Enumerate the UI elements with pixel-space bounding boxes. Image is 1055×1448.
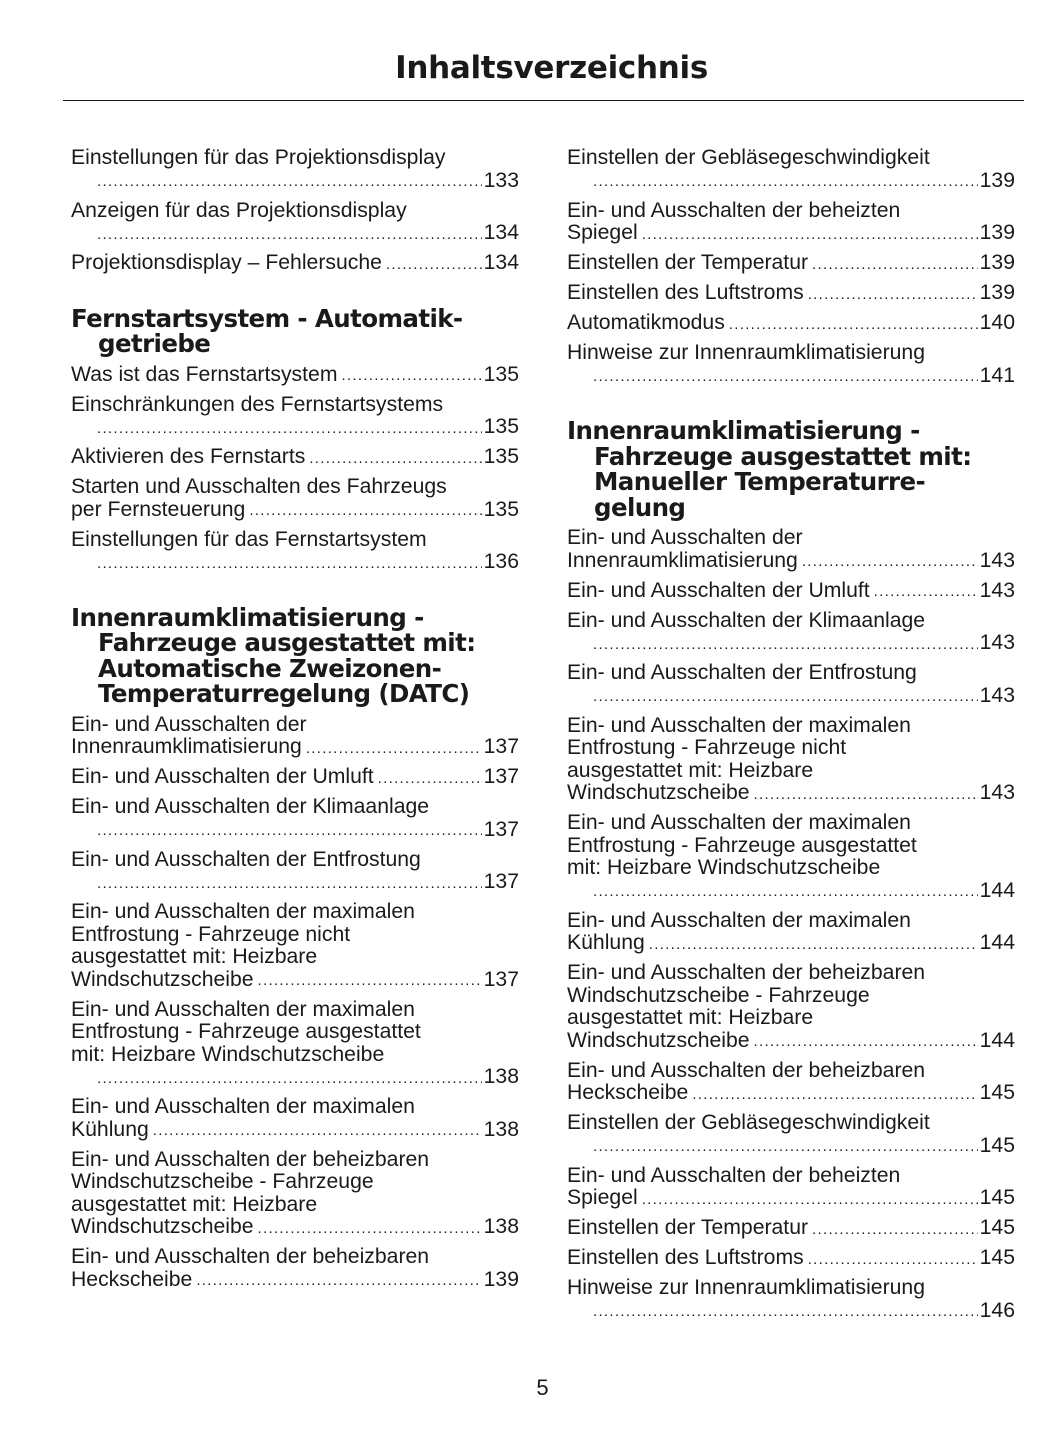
toc-page-number: 145: [979, 1081, 1015, 1104]
toc-entry-row: [93, 1066, 519, 1089]
toc-page-number: 146: [979, 1298, 1015, 1322]
section-heading: Innenraumklimatisierung - Fahrzeuge ausgestattet mit: Automatische Zweizonen-Temperaturregelung (DATC): [71, 602, 476, 708]
toc-entry[interactable]: [71, 147, 519, 192]
dot-leader: [386, 255, 482, 275]
toc-entry-row: [567, 1246, 1015, 1270]
toc-entry-text: Einstellungen für das Projektionsdisplay: [71, 146, 446, 169]
toc-entry-row: [93, 819, 519, 842]
toc-entry[interactable]: [71, 529, 519, 574]
toc-entry-row: [71, 765, 519, 789]
toc-page-number: 139: [979, 251, 1015, 274]
toc-entry-row: [589, 365, 1015, 388]
dot-leader: [642, 225, 978, 245]
toc-entry-text: Ein- und Ausschalten der maximalen: [567, 713, 911, 737]
toc-entry[interactable]: [567, 1165, 1015, 1210]
toc-entry[interactable]: [567, 312, 1015, 335]
toc-entry-row: [567, 311, 1015, 335]
toc-entry-text: ausgestattet mit: Heizbare: [71, 945, 318, 968]
dot-leader: [812, 1220, 978, 1240]
toc-page-number: 145: [979, 1133, 1015, 1157]
toc-entry[interactable]: [567, 282, 1015, 305]
toc-entry-text: Einstellungen für das Fernstartsystem: [71, 527, 427, 551]
dot-leader: [808, 1250, 978, 1270]
toc-entry-text: Kühlung: [567, 931, 645, 954]
toc-entry-text: Spiegel: [567, 221, 638, 244]
page-header: [63, 40, 1024, 101]
toc-page-number: 137: [483, 967, 519, 991]
toc-entry-text: Projektionsdisplay – Fehlersuche: [71, 251, 382, 274]
toc-entry-row: [93, 416, 519, 439]
dot-leader: [97, 874, 482, 894]
toc-entry-text: Starten und Ausschalten des Fahrzeugs: [71, 475, 447, 498]
dot-leader: [642, 1190, 978, 1210]
toc-page-number: 139: [979, 281, 1015, 304]
toc-entry[interactable]: [71, 252, 519, 275]
toc-entry-text: Windschutzscheibe: [567, 1028, 750, 1052]
toc-entry-text: Ein- und Ausschalten der: [567, 526, 803, 549]
toc-entry[interactable]: [567, 200, 1015, 245]
toc-entry-row: [589, 685, 1015, 708]
toc-entry-row: [589, 1300, 1015, 1323]
dot-leader: [258, 1219, 482, 1239]
toc-entry[interactable]: [567, 1247, 1015, 1270]
dot-leader: [97, 172, 482, 192]
toc-entry-text: Ein- und Ausschalten der beheizbaren: [71, 1245, 430, 1268]
toc-entry-text: Innenraumklimatisierung: [567, 548, 798, 572]
toc-entry-text: Einstellen des Luftstroms: [567, 1246, 804, 1269]
toc-entry-text: Einschränkungen des Fernstartsystems: [71, 392, 444, 416]
toc-entry[interactable]: [567, 715, 1015, 805]
toc-entry[interactable]: [567, 1060, 1015, 1105]
toc-entry[interactable]: [71, 364, 519, 387]
section-heading: Innenraumklimatisierung - Fahrzeuge ausgestattet mit: Manueller Temperaturre-gelung: [567, 416, 972, 522]
dot-leader: [593, 1302, 978, 1322]
toc-page-number: 143: [979, 781, 1015, 804]
toc-page-number: 143: [979, 548, 1015, 572]
toc-entry[interactable]: [71, 1246, 519, 1291]
toc-page-number: 143: [979, 683, 1015, 707]
toc-entry-text: Automatikmodus: [567, 311, 725, 334]
dot-leader: [97, 554, 482, 574]
toc-entry-text: Ein- und Ausschalten der maximalen: [567, 908, 911, 932]
toc-entry-text: Windschutzscheibe - Fahrzeuge: [567, 983, 870, 1007]
toc-entry-row: [93, 170, 519, 193]
toc-entry-text: Ein- und Ausschalten der Entfrostung: [71, 847, 421, 871]
toc-entry-text: Windschutzscheibe: [71, 1215, 254, 1238]
toc-page-number: 137: [483, 765, 519, 788]
dot-leader: [97, 419, 482, 439]
toc-page-number: 137: [483, 870, 519, 893]
toc-entry[interactable]: [71, 200, 519, 245]
toc-entry-text: Einstellen der Gebläsegeschwindigkeit: [567, 146, 930, 169]
toc-column-right: [567, 147, 1015, 1330]
toc-entry-row: [71, 251, 519, 275]
toc-page-number: 133: [483, 168, 519, 192]
toc-column-left: [71, 147, 519, 1299]
toc-entry[interactable]: [71, 796, 519, 841]
toc-page-number: 144: [979, 931, 1015, 954]
toc-entry-text: Entfrostung - Fahrzeuge ausgestattet: [567, 833, 917, 857]
dot-leader: [196, 1271, 481, 1291]
toc-page-number: 140: [979, 311, 1015, 334]
toc-group: [71, 147, 519, 275]
toc-entry-row: [589, 632, 1015, 655]
toc-entry-text: Spiegel: [567, 1186, 638, 1209]
dot-leader: [249, 501, 481, 521]
toc-entry-text: Hinweise zur Innenraumklimatisierung: [567, 1276, 925, 1299]
dot-leader: [754, 1032, 978, 1052]
toc-page-number: 138: [483, 1065, 519, 1088]
dot-leader: [593, 172, 978, 192]
toc-entry-row: [567, 251, 1015, 275]
toc-page-number: 145: [979, 1246, 1015, 1269]
toc-page-number: 138: [483, 1215, 519, 1238]
toc-entry-row: [567, 1028, 1015, 1053]
toc-entry-row: [567, 781, 1015, 805]
toc-page-number: 141: [979, 363, 1015, 387]
toc-page-number: 137: [483, 817, 519, 841]
toc-entry[interactable]: [71, 901, 519, 991]
toc-entry[interactable]: [71, 766, 519, 789]
toc-entry[interactable]: [567, 1217, 1015, 1240]
toc-entry-text: Einstellen der Temperatur: [567, 251, 809, 274]
toc-entry[interactable]: [567, 580, 1015, 603]
toc-group: [71, 714, 519, 1292]
toc-entry[interactable]: [71, 849, 519, 894]
toc-entry-text: Windschutzscheibe - Fahrzeuge: [71, 1170, 374, 1193]
page-title: Inhaltsverzeichnis: [395, 50, 708, 86]
toc-entry-text: Entfrostung - Fahrzeuge ausgestattet: [71, 1020, 421, 1043]
toc-entry-row: [71, 1117, 519, 1142]
toc-page-number: 139: [979, 221, 1015, 244]
toc-entry-text: mit: Heizbare Windschutzscheibe: [71, 1042, 385, 1066]
toc-entry-text: Ein- und Ausschalten der Umluft: [567, 578, 870, 602]
toc-entry-row: [589, 880, 1015, 903]
toc-entry-row: [71, 497, 519, 522]
toc-entry-row: [71, 445, 519, 469]
toc-entry-row: [93, 871, 519, 894]
toc-entry-text: Ein- und Ausschalten der Entfrostung: [567, 661, 917, 684]
toc-page-number: 135: [483, 362, 519, 386]
dot-leader: [808, 285, 978, 305]
toc-entry-text: Anzeigen für das Projektionsdisplay: [71, 198, 407, 222]
toc-entry-row: [93, 551, 519, 574]
dot-leader: [802, 552, 978, 572]
dot-leader: [593, 635, 978, 655]
dot-leader: [754, 785, 978, 805]
toc-entry[interactable]: [71, 1149, 519, 1239]
dot-leader: [153, 1121, 482, 1141]
toc-entry-row: [567, 1216, 1015, 1240]
dot-leader: [812, 255, 978, 275]
toc-page-number: 138: [483, 1117, 519, 1141]
toc-entry-row: [71, 967, 519, 992]
toc-page-number: 135: [483, 497, 519, 521]
toc-entry-row: [567, 281, 1015, 305]
toc-entry[interactable]: [567, 962, 1015, 1052]
page-number: 5: [536, 1375, 549, 1400]
toc-group: [71, 364, 519, 574]
toc-entry-text: Entfrostung - Fahrzeuge nicht: [71, 922, 351, 946]
toc-entry-row: [93, 222, 519, 245]
toc-entry-text: Ein- und Ausschalten der beheizten: [567, 1163, 901, 1187]
dot-leader: [258, 971, 482, 991]
dot-leader: [97, 225, 482, 245]
toc-entry[interactable]: [567, 1112, 1015, 1157]
section-heading: Fernstartsystem - Automatik-getriebe: [71, 303, 463, 358]
toc-page-number: 137: [483, 735, 519, 758]
toc-entry-text: Ein- und Ausschalten der: [71, 712, 307, 736]
toc-entry[interactable]: [567, 812, 1015, 902]
toc-entry-text: Windschutzscheibe: [567, 781, 750, 804]
dot-leader: [593, 367, 978, 387]
toc-entry-row: [567, 1081, 1015, 1105]
toc-entry[interactable]: [71, 1096, 519, 1141]
toc-page-number: 143: [979, 631, 1015, 654]
toc-page-number: 136: [483, 550, 519, 573]
toc-entry-text: Ein- und Ausschalten der Klimaanlage: [71, 795, 430, 818]
toc-entry-text: Einstellen der Gebläsegeschwindigkeit: [567, 1111, 930, 1134]
toc-entry-text: Entfrostung - Fahrzeuge nicht: [567, 736, 847, 759]
toc-entry-text: Innenraumklimatisierung: [71, 735, 302, 758]
dot-leader: [309, 449, 481, 469]
toc-page-number: 139: [979, 168, 1015, 192]
toc-entry-text: Aktivieren des Fernstarts: [71, 445, 306, 468]
toc-entry-text: Heckscheibe: [567, 1081, 689, 1104]
toc-entry-text: Ein- und Ausschalten der maximalen: [71, 1095, 415, 1118]
toc-page-number: 134: [483, 221, 519, 244]
toc-entry-text: Ein- und Ausschalten der beheizten: [567, 198, 901, 222]
dot-leader: [874, 582, 978, 602]
toc-entry-text: Windschutzscheibe: [71, 967, 254, 991]
toc-entry-row: [589, 170, 1015, 193]
dot-leader: [378, 769, 482, 789]
toc-entry[interactable]: [71, 476, 519, 521]
toc-page-number: 143: [979, 578, 1015, 602]
toc-entry[interactable]: [71, 394, 519, 439]
toc-entry-text: ausgestattet mit: Heizbare: [567, 1006, 814, 1029]
toc-entry-row: [567, 1186, 1015, 1210]
toc-entry[interactable]: [567, 910, 1015, 955]
toc-entry-text: Ein- und Ausschalten der beheizbaren: [567, 1058, 926, 1082]
toc-entry-text: Ein- und Ausschalten der maximalen: [71, 997, 415, 1021]
toc-entry[interactable]: [71, 446, 519, 469]
toc-entry[interactable]: [567, 1277, 1015, 1322]
toc-page-number: 144: [979, 1028, 1015, 1052]
toc-entry-text: Was ist das Fernstartsystem: [71, 362, 338, 386]
toc-page-number: 135: [483, 415, 519, 438]
toc-entry[interactable]: [71, 999, 519, 1089]
toc-entry-text: Ein- und Ausschalten der beheizbaren: [567, 961, 926, 984]
toc-entry-row: [71, 735, 519, 759]
dot-leader: [593, 1137, 978, 1157]
toc-entry-text: Heckscheibe: [71, 1267, 193, 1291]
toc-page-number: 135: [483, 445, 519, 468]
dot-leader: [729, 315, 978, 335]
toc-entry[interactable]: [567, 147, 1015, 192]
toc-entry[interactable]: [567, 527, 1015, 572]
toc-entry-row: [589, 1135, 1015, 1158]
toc-entry-text: mit: Heizbare Windschutzscheibe: [567, 856, 881, 879]
toc-page-number: 134: [483, 251, 519, 274]
dot-leader: [97, 821, 482, 841]
toc-page-number: 139: [483, 1267, 519, 1291]
toc-page-number: 144: [979, 878, 1015, 902]
toc-entry[interactable]: [567, 342, 1015, 387]
toc-entry-text: per Fernsteuerung: [71, 497, 246, 521]
toc-entry-text: Ein- und Ausschalten der maximalen: [567, 811, 911, 834]
toc-group: [567, 527, 1015, 1322]
toc-entry-text: Ein- und Ausschalten der Klimaanlage: [567, 608, 926, 632]
toc-entry-text: Ein- und Ausschalten der maximalen: [71, 900, 415, 923]
toc-entry[interactable]: [567, 610, 1015, 655]
dot-leader: [692, 1085, 977, 1105]
toc-entry-row: [567, 931, 1015, 955]
toc-entry-text: Ein- und Ausschalten der beheizbaren: [71, 1147, 430, 1171]
toc-entry-text: ausgestattet mit: Heizbare: [71, 1192, 318, 1216]
dot-leader: [649, 935, 978, 955]
toc-entry-row: [71, 1267, 519, 1292]
toc-entry-row: [71, 362, 519, 387]
toc-entry-row: [567, 578, 1015, 603]
toc-entry-text: Kühlung: [71, 1117, 149, 1141]
toc-page-number: 145: [979, 1186, 1015, 1209]
toc-entry-row: [567, 548, 1015, 573]
dot-leader: [593, 687, 978, 707]
toc-entry-text: Einstellen des Luftstroms: [567, 281, 804, 304]
toc-entry-text: ausgestattet mit: Heizbare: [567, 758, 814, 782]
toc-entry-text: Ein- und Ausschalten der Umluft: [71, 765, 374, 788]
toc-entry-row: [567, 221, 1015, 245]
dot-leader: [306, 739, 482, 759]
dot-leader: [97, 1069, 482, 1089]
dot-leader: [341, 366, 481, 386]
toc-entry-text: Einstellen der Temperatur: [567, 1216, 809, 1239]
dot-leader: [593, 882, 978, 902]
toc-entry[interactable]: [567, 662, 1015, 707]
toc-entry-text: Hinweise zur Innenraumklimatisierung: [567, 341, 925, 364]
toc-entry-row: [71, 1215, 519, 1239]
toc-group: [567, 147, 1015, 387]
toc-page-number: 145: [979, 1216, 1015, 1239]
toc-entry[interactable]: [567, 252, 1015, 275]
toc-entry[interactable]: [71, 714, 519, 759]
